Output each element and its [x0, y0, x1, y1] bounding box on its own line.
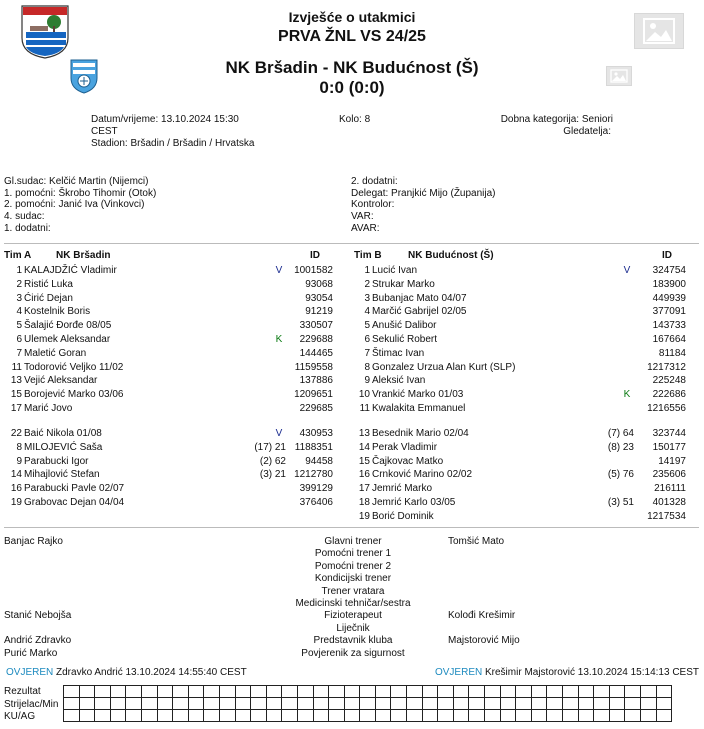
result-cell[interactable]: [640, 698, 656, 710]
player-id: 144465: [299, 347, 333, 359]
official-line: Kontrolor:: [351, 199, 395, 211]
verified-status: OVJEREN: [6, 667, 54, 678]
result-cell[interactable]: [313, 686, 329, 698]
result-cell[interactable]: [625, 686, 641, 698]
player-name: Kostelnik Boris: [24, 306, 91, 318]
player-number: 17: [358, 483, 370, 495]
player-id: 183900: [652, 278, 686, 290]
player-role-mark: V: [275, 428, 283, 439]
result-cell[interactable]: [95, 686, 111, 698]
player-name: Sekulić Robert: [372, 334, 438, 345]
result-cell[interactable]: [297, 698, 313, 710]
player-name: Maletić Goran: [24, 347, 87, 359]
result-cell[interactable]: [625, 710, 641, 722]
substitution-info: (2) 62: [259, 455, 286, 467]
player-name: Jemrić Karlo 03/05: [372, 497, 456, 508]
team-b-label: Tim B: [354, 250, 382, 261]
result-cell[interactable]: [141, 710, 157, 722]
result-cell[interactable]: [204, 686, 220, 698]
player-number: 18: [358, 497, 370, 508]
player-name: Parabucki Igor: [24, 455, 89, 467]
player-id: 1209651: [294, 389, 333, 401]
result-cell[interactable]: [188, 710, 204, 722]
verified-status: OVJEREN: [434, 667, 483, 678]
result-cell[interactable]: [594, 686, 610, 698]
result-cell[interactable]: [438, 698, 454, 710]
result-cell[interactable]: [95, 710, 111, 722]
result-cell[interactable]: [282, 710, 298, 722]
official-line: 1. dodatni:: [4, 222, 51, 234]
result-cell[interactable]: [219, 698, 235, 710]
result-cell[interactable]: [453, 686, 469, 698]
result-cell[interactable]: [126, 710, 142, 722]
player-id: 94458: [305, 455, 333, 467]
player-name: KALAJDŽIĆ Vladimir: [24, 265, 117, 276]
player-name: Ćirić Dejan: [24, 292, 73, 304]
result-cell[interactable]: [516, 686, 532, 698]
player-name: Šalajić Đorđe 08/05: [24, 320, 112, 332]
match-datetime: Datum/vrijeme: 13.10.2024 15:30: [91, 114, 239, 125]
result-cell[interactable]: [126, 698, 142, 710]
player-name: Ristić Luka: [24, 278, 73, 290]
player-id: 324754: [652, 265, 686, 276]
team-b-name: NK Budućnost (Š): [408, 250, 494, 261]
result-cell[interactable]: [110, 686, 126, 698]
player-name: Grabovac Dejan 04/04: [24, 497, 125, 508]
divider: [4, 243, 699, 244]
player-name: Marić Jovo: [24, 403, 73, 414]
player-id: 216111: [654, 483, 686, 495]
result-cell[interactable]: [110, 710, 126, 722]
staff-team-a: Stanić Nebojša: [4, 610, 72, 622]
result-cell[interactable]: [609, 686, 625, 698]
match-timezone: CEST: [91, 126, 118, 137]
result-cell[interactable]: [375, 710, 391, 722]
result-cell[interactable]: [531, 698, 547, 710]
player-id: 1216556: [647, 403, 686, 414]
result-cell[interactable]: [157, 698, 173, 710]
verification-right: [435, 667, 699, 678]
result-cell[interactable]: [297, 686, 313, 698]
official-line: 2. pomoćni: Janić Iva (Vinkovci): [4, 199, 145, 211]
player-id: 1159558: [294, 361, 333, 373]
player-number: 1: [16, 265, 22, 276]
result-cell[interactable]: [578, 710, 594, 722]
result-cell[interactable]: [360, 686, 376, 698]
result-cell[interactable]: [438, 710, 454, 722]
player-name: Jemrić Marko: [372, 483, 433, 495]
verified-by: Zdravko Andrić 13.10.2024 14:55:40 CEST: [56, 667, 247, 678]
player-name: MILOJEVIĆ Saša: [24, 441, 103, 453]
team-a-name: NK Bršadin: [56, 250, 111, 261]
player-id: 323744: [652, 428, 686, 439]
player-id: 93068: [305, 278, 333, 290]
staff-role: Povjerenik za sigurnost: [301, 647, 405, 659]
player-id: 449939: [652, 292, 686, 304]
player-id: 430953: [299, 428, 333, 439]
team-a-label: Tim A: [4, 250, 32, 261]
player-id: 1188351: [294, 441, 333, 453]
result-cell[interactable]: [625, 698, 641, 710]
result-cell[interactable]: [547, 710, 563, 722]
player-number: 13: [358, 428, 370, 439]
player-id: 401328: [652, 497, 686, 508]
result-cell[interactable]: [640, 710, 656, 722]
substitution-info: (17) 21: [254, 441, 286, 453]
result-cell[interactable]: [173, 686, 189, 698]
result-cell[interactable]: [422, 698, 438, 710]
player-name: Ulemek Aleksandar: [24, 334, 111, 345]
result-grid: [63, 685, 672, 722]
result-cell[interactable]: [609, 698, 625, 710]
result-cell[interactable]: [438, 686, 454, 698]
substitution-info: (3) 51: [607, 497, 634, 508]
result-label: KU/AG: [4, 711, 36, 722]
team-a-id-header: ID: [310, 250, 320, 261]
player-number: 4: [16, 306, 22, 318]
player-number: 8: [16, 441, 22, 453]
match-stadium: Stadion: Bršadin / Bršadin / Hrvatska: [91, 138, 255, 149]
player-id: 399129: [299, 483, 333, 495]
player-number: 13: [10, 375, 22, 387]
player-name: Borojević Marko 03/06: [24, 389, 124, 401]
player-name: Bubanjac Mato 04/07: [372, 292, 467, 304]
result-cell[interactable]: [485, 698, 501, 710]
result-cell[interactable]: [188, 686, 204, 698]
result-cell[interactable]: [656, 710, 672, 722]
player-id: 377091: [652, 306, 686, 318]
player-number: 2: [16, 278, 22, 290]
team-b-id-header: ID: [662, 250, 672, 261]
official-line: Gl.sudac: Kelčić Martin (Nijemci): [4, 176, 149, 187]
result-cell[interactable]: [266, 686, 282, 698]
report-title: Izvješće o utakmici: [288, 9, 416, 25]
result-label: Rezultat: [4, 686, 41, 697]
match-round: Kolo: 8: [339, 114, 371, 125]
official-line: 2. dodatni:: [351, 176, 398, 187]
player-id: 229685: [299, 403, 333, 414]
player-number: 7: [364, 347, 370, 359]
result-cell[interactable]: [360, 710, 376, 722]
result-cell[interactable]: [329, 686, 345, 698]
staff-role: Glavni trener: [324, 536, 382, 547]
result-cell[interactable]: [157, 686, 173, 698]
result-cell[interactable]: [235, 686, 251, 698]
substitution-info: (8) 23: [607, 441, 634, 453]
match-title: NK Bršadin - NK Budućnost (Š): [225, 58, 479, 77]
player-id: 167664: [652, 334, 686, 345]
player-number: 9: [364, 375, 370, 387]
player-role-mark: K: [623, 389, 631, 401]
player-name: Parabucki Pavle 02/07: [24, 483, 125, 495]
staff-role: Pomoćni trener 1: [314, 548, 392, 560]
player-id: 229688: [299, 334, 333, 345]
result-cell[interactable]: [282, 698, 298, 710]
player-id: 91219: [305, 306, 333, 318]
result-grid-row: [64, 710, 672, 722]
result-cell[interactable]: [126, 686, 142, 698]
player-number: 6: [364, 334, 370, 345]
result-cell[interactable]: [563, 698, 579, 710]
age-category: Dobna kategorija: Seniori: [500, 114, 613, 125]
result-cell[interactable]: [64, 698, 80, 710]
player-id: 150177: [652, 441, 686, 453]
result-cell[interactable]: [594, 710, 610, 722]
result-cell[interactable]: [640, 686, 656, 698]
player-name: Strukar Marko: [372, 278, 435, 290]
result-cell[interactable]: [173, 698, 189, 710]
result-cell[interactable]: [64, 686, 80, 698]
staff-team-a: Banjac Rajko: [4, 536, 63, 547]
result-cell[interactable]: [422, 710, 438, 722]
result-cell[interactable]: [79, 698, 95, 710]
player-number: 7: [16, 347, 22, 359]
result-cell[interactable]: [79, 686, 95, 698]
player-number: 15: [10, 389, 22, 401]
player-id: 376406: [299, 497, 333, 508]
staff-team-a: Purić Marko: [4, 647, 58, 659]
result-cell[interactable]: [563, 686, 579, 698]
player-number: 3: [16, 292, 22, 304]
staff-team-a: Andrić Zdravko: [4, 635, 72, 647]
result-label: Strijelac/Min: [4, 698, 59, 710]
result-cell[interactable]: [563, 710, 579, 722]
spectators: Gledatelja:: [563, 126, 611, 137]
player-name: Gonzalez Urzua Alan Kurt (SLP): [372, 361, 516, 373]
player-id: 1212780: [294, 469, 333, 481]
player-id: 1217312: [647, 361, 686, 373]
substitution-info: (3) 21: [259, 469, 286, 481]
player-number: 5: [364, 320, 370, 332]
official-line: 1. pomoćni: Škrobo Tihomir (Otok): [4, 187, 157, 199]
result-cell[interactable]: [547, 698, 563, 710]
result-cell[interactable]: [95, 698, 111, 710]
result-cell[interactable]: [609, 710, 625, 722]
result-cell[interactable]: [64, 710, 80, 722]
result-cell[interactable]: [578, 698, 594, 710]
result-cell[interactable]: [329, 698, 345, 710]
result-cell[interactable]: [500, 686, 516, 698]
staff-team-b: Tomšić Mato: [448, 536, 505, 547]
result-cell[interactable]: [500, 698, 516, 710]
player-number: 10: [358, 389, 370, 401]
player-name: Kwalakita Emmanuel: [372, 403, 466, 414]
substitution-info: (7) 64: [607, 428, 634, 439]
player-id: 143733: [652, 320, 686, 332]
result-cell[interactable]: [204, 710, 220, 722]
player-number: 4: [364, 306, 370, 318]
player-role-mark: V: [275, 265, 283, 276]
match-score: 0:0 (0:0): [319, 78, 385, 97]
result-cell[interactable]: [141, 686, 157, 698]
result-cell[interactable]: [391, 710, 407, 722]
result-cell[interactable]: [656, 686, 672, 698]
player-number: 17: [10, 403, 22, 414]
player-number: 22: [10, 428, 22, 439]
verification-left: [6, 667, 247, 678]
officials-left: [4, 176, 156, 235]
result-grid-row: [64, 686, 672, 698]
player-number: 6: [16, 334, 22, 345]
result-cell[interactable]: [360, 698, 376, 710]
result-cell[interactable]: [266, 710, 282, 722]
player-id: 235606: [652, 469, 686, 481]
staff-role: Fizioterapeut: [324, 610, 382, 622]
competition-title: PRVA ŽNL VS 24/25: [278, 28, 426, 45]
player-name: Lucić Ivan: [372, 265, 418, 276]
player-name: Vejić Aleksandar: [24, 375, 98, 387]
verified-by: Krešimir Majstorović 13.10.2024 15:14:13 CEST: [485, 667, 699, 678]
result-labels: [4, 686, 58, 724]
player-id: 14197: [658, 455, 686, 467]
player-role-mark: V: [623, 265, 631, 276]
player-name: Aleksić Ivan: [372, 375, 426, 387]
result-cell[interactable]: [469, 698, 485, 710]
result-cell[interactable]: [469, 710, 485, 722]
result-cell[interactable]: [251, 710, 267, 722]
player-id: 93054: [305, 292, 333, 304]
result-cell[interactable]: [547, 686, 563, 698]
player-number: 15: [358, 455, 370, 467]
result-cell[interactable]: [266, 698, 282, 710]
official-line: AVAR:: [351, 222, 380, 234]
result-cell[interactable]: [453, 710, 469, 722]
player-number: 3: [364, 292, 370, 304]
official-line: 4. sudac:: [4, 211, 45, 223]
result-cell[interactable]: [204, 698, 220, 710]
result-cell[interactable]: [531, 686, 547, 698]
result-cell[interactable]: [173, 710, 189, 722]
result-cell[interactable]: [79, 710, 95, 722]
result-cell[interactable]: [344, 686, 360, 698]
player-name: Baić Nikola 01/08: [24, 428, 102, 439]
result-cell[interactable]: [110, 698, 126, 710]
player-number: 16: [358, 469, 370, 481]
player-name: Čajkovac Matko: [372, 455, 444, 467]
player-id: 330507: [299, 320, 333, 332]
player-number: 11: [11, 361, 22, 373]
result-cell[interactable]: [188, 698, 204, 710]
result-cell[interactable]: [375, 698, 391, 710]
official-line: VAR:: [351, 211, 374, 223]
result-cell[interactable]: [516, 710, 532, 722]
result-cell[interactable]: [313, 710, 329, 722]
player-number: 19: [358, 510, 370, 522]
result-cell[interactable]: [329, 710, 345, 722]
staff-team-b: Majstorović Mijo: [448, 635, 520, 647]
result-cell[interactable]: [485, 686, 501, 698]
player-id: 1217534: [647, 510, 686, 522]
result-cell[interactable]: [157, 710, 173, 722]
staff-role: Liječnik: [336, 622, 370, 634]
result-cell[interactable]: [407, 698, 423, 710]
player-id: 1001582: [294, 265, 333, 276]
result-cell[interactable]: [235, 698, 251, 710]
result-cell[interactable]: [313, 698, 329, 710]
staff-role: Medicinski tehničar/sestra: [295, 598, 411, 609]
result-cell[interactable]: [391, 698, 407, 710]
player-number: 2: [364, 278, 370, 290]
player-id: 81184: [658, 347, 686, 359]
result-cell[interactable]: [422, 686, 438, 698]
result-grid-row: [64, 698, 672, 710]
player-name: Štimac Ivan: [372, 347, 425, 359]
result-cell[interactable]: [531, 710, 547, 722]
player-number: 14: [358, 441, 370, 453]
player-number: 16: [10, 483, 22, 495]
result-cell[interactable]: [251, 698, 267, 710]
result-cell[interactable]: [453, 698, 469, 710]
result-cell[interactable]: [578, 686, 594, 698]
player-name: Besednik Mario 02/04: [372, 428, 469, 439]
player-name: Anušić Dalibor: [372, 320, 437, 332]
result-cell[interactable]: [500, 710, 516, 722]
result-cell[interactable]: [594, 698, 610, 710]
staff-role: Predstavnik kluba: [313, 635, 393, 647]
player-id: 222686: [652, 389, 686, 401]
result-cell[interactable]: [391, 686, 407, 698]
officials-right: [351, 176, 496, 235]
player-number: 1: [364, 265, 370, 276]
result-cell[interactable]: [282, 686, 298, 698]
player-number: 11: [359, 403, 370, 414]
player-id: 225248: [652, 375, 686, 387]
player-id: 137886: [299, 375, 333, 387]
result-cell[interactable]: [344, 710, 360, 722]
result-cell[interactable]: [251, 686, 267, 698]
result-cell[interactable]: [219, 710, 235, 722]
player-name: Borić Dominik: [372, 510, 434, 522]
result-cell[interactable]: [235, 710, 251, 722]
result-cell[interactable]: [344, 698, 360, 710]
result-cell[interactable]: [485, 710, 501, 722]
staff-team-b: Kolođi Krešimir: [448, 610, 516, 622]
result-cell[interactable]: [141, 698, 157, 710]
player-name: Crnković Marino 02/02: [372, 469, 473, 481]
staff-role: Trener vratara: [321, 585, 385, 597]
result-cell[interactable]: [375, 686, 391, 698]
player-name: Todorović Veljko 11/02: [24, 361, 124, 373]
player-name: Perak Vladimir: [372, 441, 438, 453]
result-cell[interactable]: [407, 686, 423, 698]
result-cell[interactable]: [469, 686, 485, 698]
player-name: Mihajlović Stefan: [24, 469, 100, 481]
player-role-mark: K: [275, 334, 283, 345]
player-number: 5: [16, 320, 22, 332]
result-cell[interactable]: [219, 686, 235, 698]
result-cell[interactable]: [656, 698, 672, 710]
substitution-info: (5) 76: [607, 469, 634, 481]
result-cell[interactable]: [297, 710, 313, 722]
staff-role: Kondicijski trener: [314, 573, 392, 585]
result-cell[interactable]: [407, 710, 423, 722]
staff-role: Pomoćni trener 2: [314, 560, 392, 572]
divider: [4, 527, 699, 528]
player-name: Vrankić Marko 01/03: [372, 389, 464, 401]
official-line: Delegat: Pranjkić Mijo (Županija): [351, 187, 496, 199]
result-cell[interactable]: [516, 698, 532, 710]
player-number: 9: [16, 455, 22, 467]
player-number: 19: [10, 497, 22, 508]
player-number: 8: [364, 361, 370, 373]
player-number: 14: [10, 469, 22, 481]
player-name: Marčić Gabrijel 02/05: [372, 306, 467, 318]
